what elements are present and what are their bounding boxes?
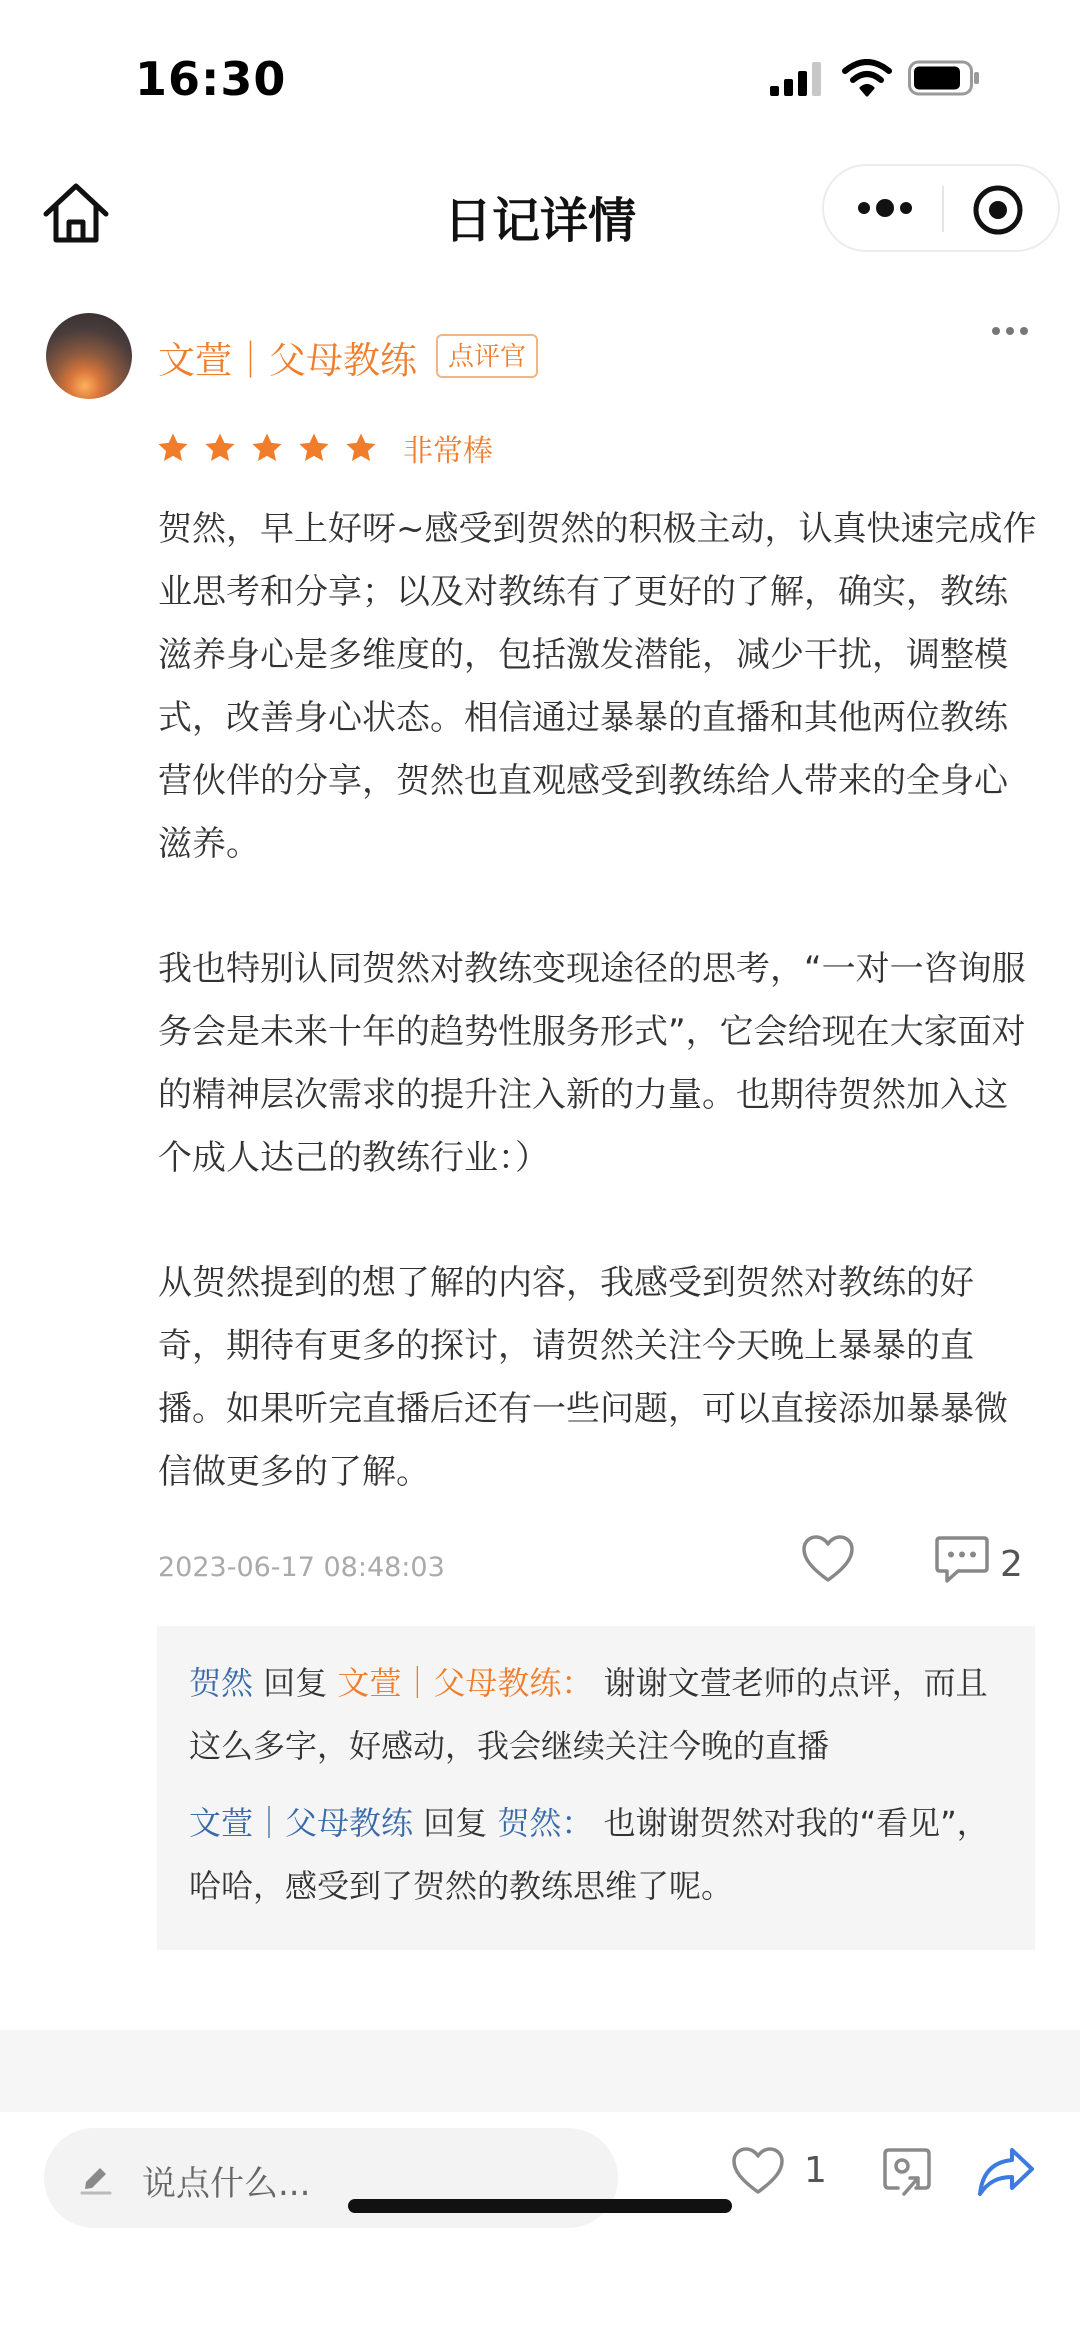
pencil-icon bbox=[78, 2160, 114, 2196]
more-icon[interactable] bbox=[854, 186, 916, 230]
reply-from[interactable]: 贺然 bbox=[189, 1664, 254, 1702]
comment-icon[interactable] bbox=[934, 1534, 990, 1586]
reply-to[interactable]: 贺然： bbox=[497, 1804, 594, 1842]
rating-label: 非常棒 bbox=[403, 434, 493, 469]
reply-text: 谢谢文萱老师的点评，而且这么多字，好感动，我会继续关注今晚的直播 bbox=[189, 1664, 988, 1765]
reply-list bbox=[157, 1626, 1035, 1950]
battery-icon bbox=[908, 59, 980, 97]
star-icon bbox=[203, 431, 237, 465]
comment-placeholder: 说点什么... bbox=[142, 2164, 311, 2204]
post-paragraph: 我也特别认同贺然对教练变现途径的思考，“一对一咨询服务会是未来十年的趋势性服务形式”，它会给现在大家面对的精神层次需求的提升注入新的力量。也期待贺然加入这个成人达己的教练行业：） bbox=[158, 949, 1026, 1178]
reply-verb: 回复 bbox=[253, 1664, 338, 1702]
signal-icon bbox=[770, 60, 826, 96]
author-name[interactable]: 文萱｜父母教练 bbox=[158, 339, 417, 382]
post-body bbox=[158, 498, 1038, 1504]
home-indicator bbox=[348, 2199, 732, 2213]
comment-count: 2 bbox=[1000, 1544, 1023, 1585]
post-timestamp: 2023-06-17 08:48:03 bbox=[158, 1552, 445, 1583]
close-program-icon[interactable] bbox=[970, 182, 1026, 238]
status-icons bbox=[770, 58, 980, 98]
reply-to[interactable]: 文萱｜父母教练： bbox=[337, 1664, 594, 1702]
status-bar bbox=[0, 0, 1080, 150]
bottom-action-bar bbox=[0, 2112, 1080, 2341]
star-icon bbox=[156, 431, 190, 465]
rating bbox=[156, 428, 493, 468]
wifi-icon bbox=[842, 59, 892, 97]
reviewer-badge: 点评官 bbox=[436, 334, 538, 378]
heart-icon[interactable] bbox=[730, 2146, 786, 2196]
section-divider bbox=[0, 2030, 1080, 2112]
share-icon[interactable] bbox=[976, 2144, 1036, 2198]
reply-verb: 回复 bbox=[413, 1804, 498, 1842]
star-icon bbox=[250, 431, 284, 465]
heart-icon[interactable] bbox=[800, 1534, 856, 1584]
reply-item[interactable] bbox=[189, 1792, 1003, 1918]
status-time: 16:30 bbox=[135, 52, 287, 106]
poster-share-icon[interactable] bbox=[880, 2144, 934, 2198]
like-count: 1 bbox=[804, 2150, 827, 2191]
post-paragraph: 贺然，早上好呀~感受到贺然的积极主动，认真快速完成作业思考和分享；以及对教练有了更好的了解，确实，教练滋养身心是多维度的，包括激发潜能，减少干扰，调整模式，改善身心状态。相信通过暴暴的直播和其他两位教练营伙伴的分享，贺然也直观感受到教练给人带来的全身心滋养。 bbox=[158, 509, 1037, 864]
star-icon bbox=[344, 431, 378, 465]
mini-program-capsule bbox=[822, 164, 1060, 252]
reply-from[interactable]: 文萱｜父母教练 bbox=[189, 1804, 414, 1842]
comment-input[interactable] bbox=[44, 2128, 618, 2228]
capsule-divider bbox=[942, 186, 944, 232]
avatar[interactable] bbox=[46, 313, 132, 399]
page-title: 日记详情 bbox=[443, 193, 636, 249]
reply-text: 也谢谢贺然对我的“看见”，哈哈，感受到了贺然的教练思维了呢。 bbox=[189, 1804, 989, 1905]
reply-item[interactable] bbox=[189, 1652, 1003, 1778]
star-icon bbox=[297, 431, 331, 465]
nav-bar bbox=[0, 150, 1080, 270]
post-more-icon[interactable] bbox=[990, 324, 1030, 338]
post-paragraph: 从贺然提到的想了解的内容，我感受到贺然对教练的好奇，期待有更多的探讨，请贺然关注今天晚上暴暴的直播。如果听完直播后还有一些问题，可以直接添加暴暴微信做更多的了解。 bbox=[158, 1263, 1008, 1492]
